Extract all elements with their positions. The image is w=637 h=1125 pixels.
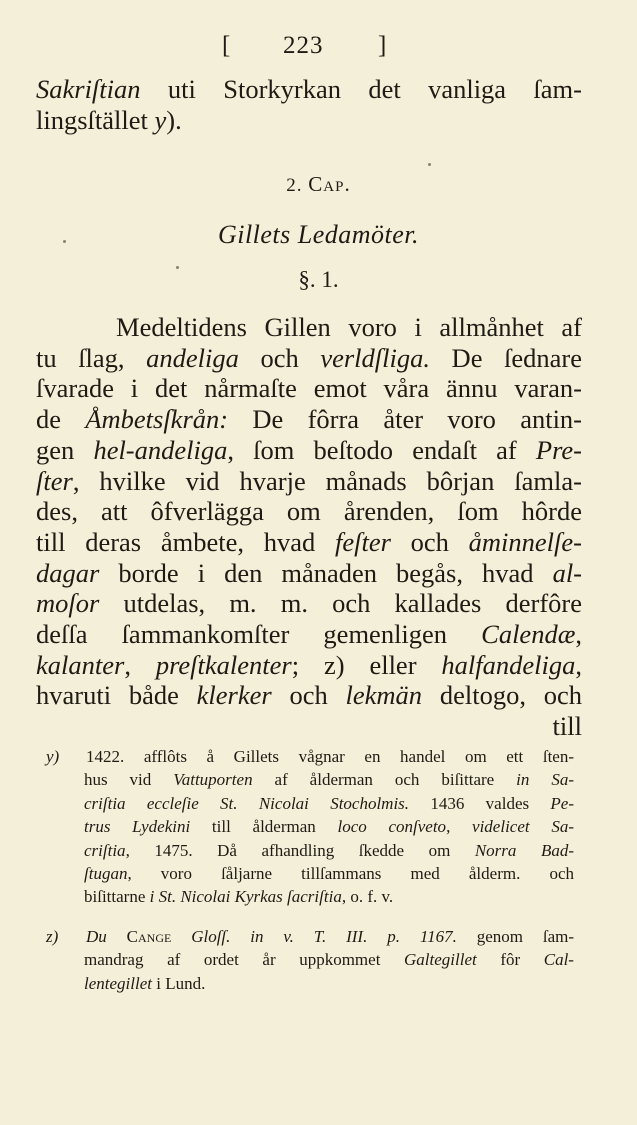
footnote-line: [50, 948, 574, 971]
italic-term: Gloſſ. in v. T. III. p. 1167.: [171, 926, 457, 946]
italic-term: feſter: [334, 526, 391, 557]
text-run: 1436 valdes: [409, 793, 551, 813]
text-run: ).: [166, 105, 182, 136]
italic-term: kalanter: [36, 649, 125, 680]
text-line: [36, 588, 582, 619]
text-run: De ſednare: [429, 342, 583, 373]
text-run: de: [36, 404, 86, 435]
text-run: ſvarade i det nårmaſte emot våra ännu varan-: [36, 373, 582, 404]
chapter-label: Cap.: [308, 172, 351, 196]
text-line: [36, 373, 582, 404]
italic-term: Vattuporten: [173, 770, 253, 790]
text-run: uti Storkyrkan det vanliga ſam-: [140, 74, 582, 104]
footnote-z: [46, 925, 574, 995]
italic-term: Pre-: [535, 434, 582, 465]
chapter-number: 2.: [286, 175, 303, 196]
footnote-mark: y): [46, 747, 60, 766]
italic-term: preſtkalenter: [155, 649, 292, 680]
footnote-ref: y: [154, 105, 167, 136]
italic-term: trus Lydekini: [84, 817, 191, 837]
text-run: genom ſam-: [456, 926, 574, 946]
text-run: lingsſtället: [36, 105, 155, 136]
italic-term: Pe-: [550, 793, 574, 813]
italic-term: Norra Bad-: [474, 840, 574, 860]
text-line: [36, 496, 582, 527]
text-run: , 1475. Då afhandling ſkedde om: [125, 840, 475, 860]
text-line: [36, 558, 582, 589]
italic-term: halfandeliga: [441, 649, 576, 680]
text-line: [36, 312, 582, 343]
footnote-line: [50, 862, 574, 885]
text-run: till ålderman: [190, 817, 338, 837]
text-line: [36, 74, 582, 105]
catchword: till: [552, 711, 582, 742]
author-name: Cange: [126, 926, 172, 946]
text-run: , hvilke vid hvarje månads bôrjan ſamla-: [72, 465, 582, 496]
footnote-y: [46, 745, 574, 909]
text-run: deltogo, och: [422, 680, 582, 711]
footnote-line: [50, 815, 574, 838]
text-line: [36, 105, 582, 136]
page-number: 223: [283, 32, 324, 59]
text-run: tu ſlag,: [36, 342, 147, 373]
text-line: [36, 650, 582, 681]
paper-speck: [63, 240, 66, 243]
chapter-title: Gillets Ledamöter.: [217, 220, 420, 249]
footnote-line: [50, 839, 574, 862]
italic-term: verldſliga.: [320, 342, 430, 373]
text-line: [36, 404, 582, 435]
intro-text: [36, 74, 582, 136]
text-run: ,: [124, 649, 156, 680]
text-run: , voro ſåljarne tillſammans med ålderm. och: [127, 864, 574, 884]
italic-term: klerker: [196, 680, 272, 711]
text-run: gen: [36, 434, 94, 465]
italic-term: Du: [86, 926, 127, 946]
footnote-line: [50, 972, 574, 995]
header-right-bracket: ]: [378, 32, 387, 59]
italic-term: loco conſveto: [337, 817, 447, 837]
paper-speck: [428, 163, 431, 166]
text-run: mandrag af ordet år uppkommet: [84, 950, 405, 970]
italic-term: Cal-: [543, 950, 574, 970]
italic-term: Calendæ: [481, 619, 576, 650]
text-run: och: [238, 342, 321, 373]
text-run: des, att ôfverlägga om årenden, ſom hôrde: [36, 496, 582, 527]
footnote-line: [50, 885, 574, 908]
text-run: utdelas, m. m. och kallades derfôre: [99, 588, 582, 619]
italic-term: lentegillet: [84, 973, 152, 993]
italic-term: ſter: [36, 465, 73, 496]
main-paragraph: [36, 312, 582, 742]
text-line: [36, 527, 582, 558]
text-run: , ſom beſtodo endaſt af: [227, 434, 536, 465]
italic-term: Sakriſtian: [36, 74, 141, 104]
text-run: fôr: [476, 950, 544, 970]
text-run: till deras åmbete, hvad: [36, 526, 335, 557]
italic-term: dagar: [36, 557, 100, 588]
italic-term: criſtia eccleſie St. Nicolai Stocholmis.: [84, 793, 410, 813]
text-run: ,: [575, 649, 582, 680]
paper-speck: [176, 266, 179, 269]
italic-term: in Sa-: [516, 770, 574, 790]
text-line: [36, 466, 582, 497]
italic-term: criſtia: [84, 840, 126, 860]
footnote-mark: z): [46, 926, 59, 946]
italic-term: ſtugan: [84, 864, 128, 884]
footnote-line: [50, 925, 574, 948]
text-run: Medeltidens Gillen voro i allmånhet af: [116, 312, 582, 342]
text-line: [36, 435, 582, 466]
text-run: hus vid: [84, 770, 174, 790]
footnotes: [46, 745, 574, 995]
text-run: i Lund.: [151, 973, 206, 993]
text-run: hvaruti både: [36, 680, 197, 711]
italic-term: videlicet Sa-: [472, 817, 574, 837]
italic-term: Galtegillet: [404, 950, 477, 970]
text-line: [36, 343, 582, 374]
text-run: och: [271, 680, 346, 711]
italic-term: moſor: [36, 588, 100, 619]
italic-term: lekmän: [345, 680, 423, 711]
footnote-line: [50, 768, 574, 791]
text-run: ; z) eller: [291, 649, 442, 680]
footnote-line: [50, 745, 574, 768]
header-left-bracket: [: [222, 32, 231, 59]
text-run: borde i den månaden begås, hvad: [99, 557, 553, 588]
italic-term: åminnelſe-: [468, 526, 582, 557]
text-run: ,: [575, 619, 582, 650]
text-line: [36, 680, 582, 711]
page-header: [0, 32, 637, 62]
italic-term: andeliga: [146, 342, 239, 373]
text-run: deſſa ſammankomſter gemenligen: [36, 619, 482, 650]
italic-term: i St. Nicolai Kyrkas ſacriſtia: [149, 887, 342, 907]
text-run: ,: [446, 817, 473, 837]
section-heading: §. 1.: [298, 267, 339, 292]
italic-term: Åmbetsſkrån:: [85, 404, 229, 435]
text-run: 1422. afflôts å Gillets vågnar en handel om ett ſten-: [86, 747, 574, 766]
text-run: De fôrra åter voro antin-: [228, 404, 583, 435]
italic-term: hel-andeliga: [93, 434, 228, 465]
footnote-line: [50, 792, 574, 815]
italic-term: al-: [552, 557, 582, 588]
text-line: [36, 619, 582, 650]
text-run: , o. f. v.: [341, 887, 394, 907]
text-run: af ålderman och biſittare: [252, 770, 517, 790]
text-run: och: [390, 526, 469, 557]
chapter-heading: [0, 172, 637, 197]
text-run: biſittarne: [84, 887, 150, 907]
